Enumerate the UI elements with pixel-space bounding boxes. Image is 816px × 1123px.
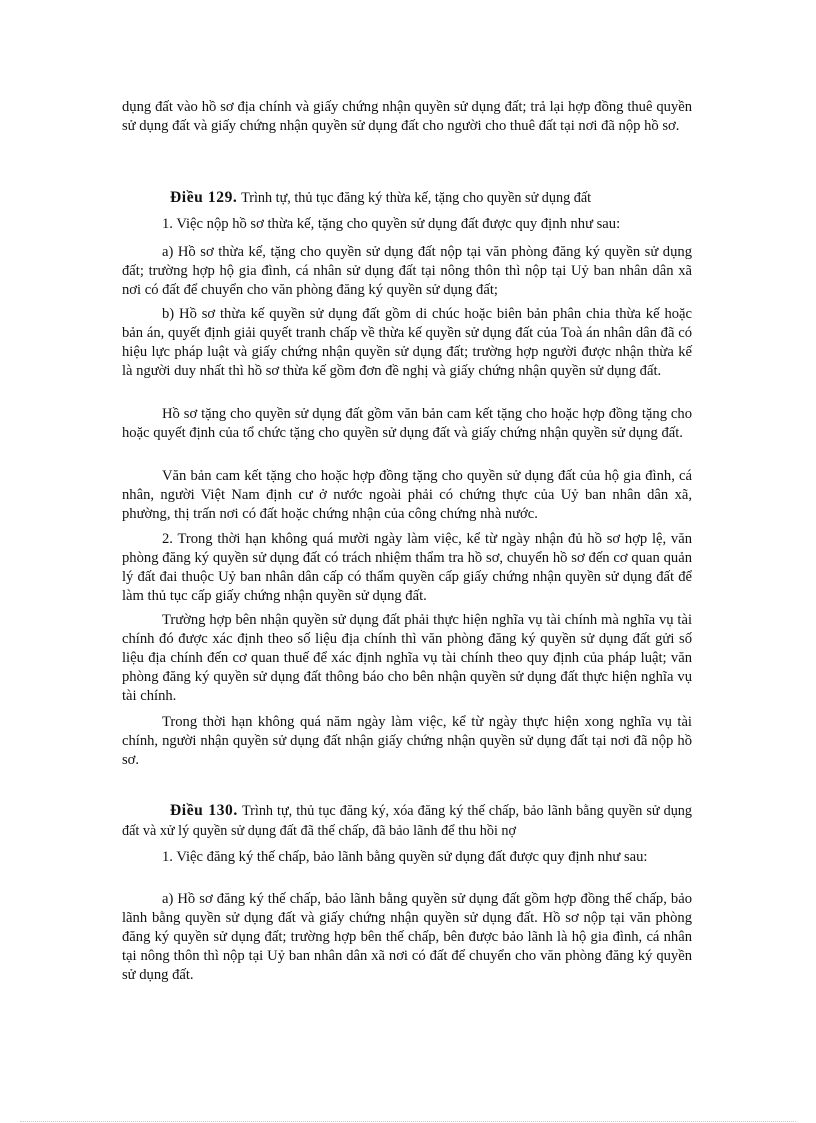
article-129-paragraph: Hồ sơ tặng cho quyền sử dụng đất gồm văn bản cam kết tặng cho hoặc hợp đồng tặng cho hoặc quyết định của tổ chức tặng cho quyền sử dụng đất và giấy chứng nhận quyền sử dụng đất.	[122, 406, 692, 441]
article-129-p2-block	[122, 243, 692, 300]
intro-paragraph-block	[122, 98, 692, 136]
article-129-p5-block	[122, 467, 692, 524]
article-129-paragraph: 1. Việc nộp hồ sơ thừa kế, tặng cho quyền sử dụng đất được quy định như sau:	[162, 216, 621, 232]
article-129-paragraph: Trường hợp bên nhận quyền sử dụng đất phải thực hiện nghĩa vụ tài chính mà nghĩa vụ tài chính đó được xác định theo số liệu địa chính thì văn phòng đăng ký quyền sử dụng đất gửi số liệu địa chính đến cơ quan thuế để xác định nghĩa vụ tài chính theo quy định của pháp luật; văn phòng đăng ký quyền sử dụng đất thông báo cho bên nhận quyền sử dụng đất thực hiện nghĩa vụ tài chính.	[122, 612, 692, 704]
article-129-paragraph: b) Hồ sơ thừa kế quyền sử dụng đất gồm di chúc hoặc biên bản phân chia thừa kế hoặc bản án, quyết định giải quyết tranh chấp về thừa kế quyền sử dụng đất của Toà án nhân dân đã có hiệu lực pháp luật và giấy chứng nhận quyền sử dụng đất; trường hợp người được nhận thừa kế là người duy nhất thì hồ sơ thừa kế gồm đơn đề nghị và giấy chứng nhận quyền sử dụng đất.	[122, 306, 692, 379]
article-130-title: Trình tự, thủ tục đăng ký, xóa đăng ký thế chấp, bảo lãnh bằng quyền sử dụng đất và xử lý quyền sử dụng đất đã thế chấp, đã bảo lãnh để thu hồi nợ	[122, 803, 692, 839]
article-129-paragraph: Trong thời hạn không quá năm ngày làm việc, kể từ ngày thực hiện xong nghĩa vụ tài chính, người nhận quyền sử dụng đất nhận giấy chứng nhận quyền sử dụng đất tại nơi đã nộp hồ sơ.	[122, 714, 692, 768]
article-129-p1-block	[122, 215, 692, 234]
page-bottom-rule	[20, 1121, 796, 1122]
article-130-paragraph: a) Hồ sơ đăng ký thế chấp, bảo lãnh bằng quyền sử dụng đất gồm hợp đồng thế chấp, bảo lãnh bằng quyền sử dụng đất và giấy chứng nhận quyền sử dụng đất. Hồ sơ nộp tại văn phòng đăng ký quyền sử dụng đất; trường hợp bên thế chấp, bên được bảo lãnh là hộ gia đình, cá nhân tại nông thôn thì nộp tại Uỷ ban nhân dân xã nơi có đất để chuyển cho văn phòng đăng ký quyền sử dụng đất.	[122, 891, 692, 983]
intro-paragraph: dụng đất vào hồ sơ địa chính và giấy chứng nhận quyền sử dụng đất; trả lại hợp đồng thuê quyền sử dụng đất và giấy chứng nhận quyền sử dụng đất cho người cho thuê đất tại nơi đã nộp hồ sơ.	[122, 99, 692, 134]
article-129-paragraph: 2. Trong thời hạn không quá mười ngày làm việc, kể từ ngày nhận đủ hồ sơ hợp lệ, văn phòng đăng ký quyền sử dụng đất có trách nhiệm thẩm tra hồ sơ, chuyển hồ sơ đến cơ quan quản lý đất đai thuộc Uỷ ban nhân dân cấp có thẩm quyền cấp giấy chứng nhận quyền sử dụng đất để làm thủ tục cấp giấy chứng nhận quyền sử dụng đất.	[122, 531, 692, 604]
article-130-heading	[122, 801, 692, 841]
article-130-number: Điều 130.	[170, 802, 238, 819]
article-129-p4-block	[122, 405, 692, 443]
article-129-p7-block	[122, 611, 692, 706]
article-129-p3-block	[122, 305, 692, 381]
article-129-number: Điều 129.	[170, 189, 238, 206]
article-129-p8-block	[122, 713, 692, 770]
article-129-paragraph: a) Hồ sơ thừa kế, tặng cho quyền sử dụng đất nộp tại văn phòng đăng ký quyền sử dụng đất; trường hợp hộ gia đình, cá nhân sử dụng đất tại nông thôn thì nộp tại Uỷ ban nhân dân xã nơi có đất để chuyển cho văn phòng đăng ký quyền sử dụng đất;	[122, 244, 692, 298]
article-130-paragraph: 1. Việc đăng ký thế chấp, bảo lãnh bằng quyền sử dụng đất được quy định như sau:	[162, 849, 648, 865]
article-130-p2-block	[122, 890, 692, 985]
article-129-paragraph: Văn bản cam kết tặng cho hoặc hợp đồng tặng cho quyền sử dụng đất của hộ gia đình, cá nhân, người Việt Nam định cư ở nước ngoài phải có chứng thực của Uỷ ban nhân dân xã, phường, thị trấn nơi có đất hoặc chứng nhận của công chứng nhà nước.	[122, 468, 692, 522]
article-129-p6-block	[122, 530, 692, 606]
article-129-title: Trình tự, thủ tục đăng ký thừa kế, tặng cho quyền sử dụng đất	[241, 190, 592, 206]
article-129-heading	[122, 188, 692, 208]
article-130-p1-block	[122, 848, 692, 867]
